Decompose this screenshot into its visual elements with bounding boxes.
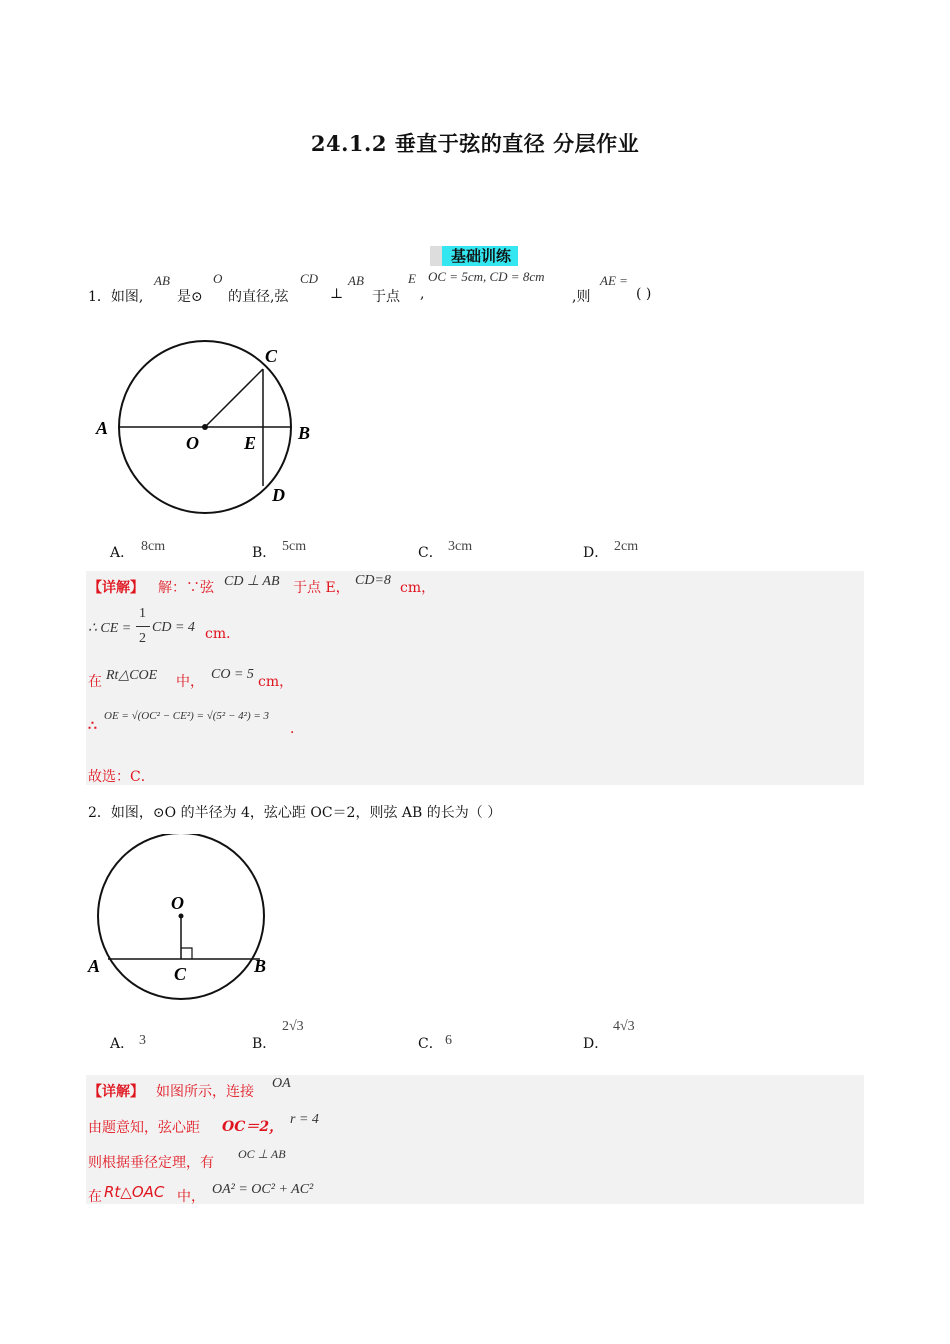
q1-label-o: O — [186, 433, 199, 453]
q1-option-b-value[interactable]: 5cm — [282, 539, 307, 554]
q2-sol-l3a: 则根据垂径定理，有 — [88, 1155, 214, 1171]
q1-option-d-value[interactable]: 2cm — [614, 539, 639, 554]
q1-sol-frac-bar — [136, 626, 150, 627]
q1-sol-l2c: cm． — [205, 626, 241, 642]
q1-text-then: ,则 — [572, 289, 591, 305]
q2-sol-tag: 【详解】 — [88, 1084, 144, 1100]
page-title: 24.1.2 垂直于弦的直径 分层作业 — [310, 131, 640, 156]
q1-math-cd: CD — [300, 271, 319, 286]
q1-sol-l1m: CD ⊥ AB — [224, 574, 280, 589]
q1-sol-l3m2: CO = 5 — [211, 667, 254, 682]
q1-option-a-value[interactable]: 8cm — [141, 539, 166, 554]
q2-sol-l4m1: Rt△OAC — [104, 1183, 165, 1201]
q1-text-is: 是⊙ — [177, 289, 203, 305]
q2-center-dot — [179, 914, 184, 919]
q1-label-e: E — [244, 433, 257, 453]
q2-sol-l2a: 由题意知，弦心距 — [88, 1120, 200, 1136]
q1-math-ab: AB — [154, 273, 170, 288]
q2-sol-l2m: r = 4 — [290, 1112, 319, 1127]
q1-sol-l3b: 中， — [176, 674, 204, 690]
q1-sol-frac-num: 1 — [139, 606, 146, 621]
q1-center-dot — [202, 424, 208, 430]
q1-sol-l4m: OE = √(OC² − CE²) = √(5² − 4²) = 3 — [104, 710, 270, 722]
q1-sol-l3c: cm， — [258, 674, 294, 690]
q1-sol-l2m2: CD = 4 — [152, 620, 195, 635]
q1-math-o: O — [213, 271, 223, 286]
q2-option-d-key[interactable]: D． — [583, 1036, 609, 1052]
q1-sol-l1a: 解：∵弦 — [158, 580, 214, 596]
q1-sol-l3m: Rt△COE — [106, 668, 158, 683]
question-2: 2．如图，⊙O 的半径为 4，弦心距 OC＝2，则弦 AB 的长为（ ） — [88, 805, 502, 821]
q2-option-a-key[interactable]: A． — [110, 1036, 135, 1052]
q2-label-b: B — [254, 956, 267, 976]
q2-label-a: A — [88, 956, 101, 976]
q2-sol-l4a: 在 — [88, 1189, 102, 1205]
q2-label-c: C — [174, 964, 187, 984]
q2-option-c-key[interactable]: C． — [418, 1036, 443, 1052]
q1-sol-l2m: ∴ CE = — [88, 621, 132, 636]
q1-sol-l1m2: CD=8 — [355, 573, 391, 588]
q2-option-b-key[interactable]: B． — [252, 1036, 277, 1052]
q1-perp: ⊥ — [330, 286, 344, 302]
q1-math-ab2: AB — [348, 273, 364, 288]
q2-figure — [84, 834, 284, 1006]
q1-label-a: A — [96, 418, 109, 438]
q2-option-b-value[interactable]: 2√3 — [282, 1019, 304, 1034]
q1-option-c-key[interactable]: C． — [418, 545, 443, 561]
q1-sol-l3a: 在 — [88, 674, 102, 690]
q1-sol-tag: 【详解】 — [88, 580, 144, 596]
q2-sol-l4b: 中， — [177, 1189, 205, 1205]
q2-label-o: O — [171, 893, 184, 913]
q1-option-b-key[interactable]: B． — [252, 545, 277, 561]
q1-figure — [90, 336, 330, 526]
q1-sol-l4c: ． — [290, 721, 304, 737]
q1-math-e: E — [408, 271, 416, 286]
q1-sol-frac-den: 2 — [139, 631, 146, 646]
q1-sol-l1b: 于点 E， — [293, 580, 350, 596]
q1-label-d: D — [272, 485, 285, 505]
q1-option-a-key[interactable]: A． — [110, 545, 135, 561]
q1-given: OC = 5cm, CD = 8cm — [428, 269, 545, 284]
q2-option-a-value[interactable]: 3 — [139, 1033, 146, 1048]
q2-right-angle-mark — [181, 948, 192, 959]
q1-text-diameter: 的直径,弦 — [228, 289, 289, 305]
q2-sol-l1a: 如图所示，连接 — [156, 1084, 254, 1100]
q1-sol-l1c: cm， — [400, 580, 436, 596]
q1-option-c-value[interactable]: 3cm — [448, 539, 473, 554]
q1-answer-paren: ( ) — [636, 286, 652, 302]
q2-option-c-value[interactable]: 6 — [445, 1033, 452, 1048]
q1-sol-l4a: ∴ — [88, 718, 97, 734]
section-badge: 基础训练 — [430, 246, 518, 266]
q1-number: 1．如图, — [88, 289, 144, 305]
q1-label-c: C — [265, 346, 278, 366]
q1-option-d-key[interactable]: D． — [583, 545, 609, 561]
q2-sol-l4m2: OA² = OC² + AC² — [212, 1182, 314, 1197]
q1-radius-oc — [205, 369, 263, 427]
q1-math-ae: AE = — [600, 273, 628, 288]
q1-label-b: B — [298, 423, 311, 443]
q1-text-at: 于点 — [372, 289, 400, 305]
q2-sol-l3m: OC ⊥ AB — [238, 1147, 286, 1161]
q2-sol-l1m: OA — [272, 1076, 291, 1091]
q1-sol-l5: 故选：C． — [88, 769, 155, 785]
q2-option-d-value[interactable]: 4√3 — [613, 1019, 635, 1034]
q1-comma: , — [420, 286, 425, 302]
q2-sol-l2b: OC＝2， — [222, 1119, 284, 1135]
